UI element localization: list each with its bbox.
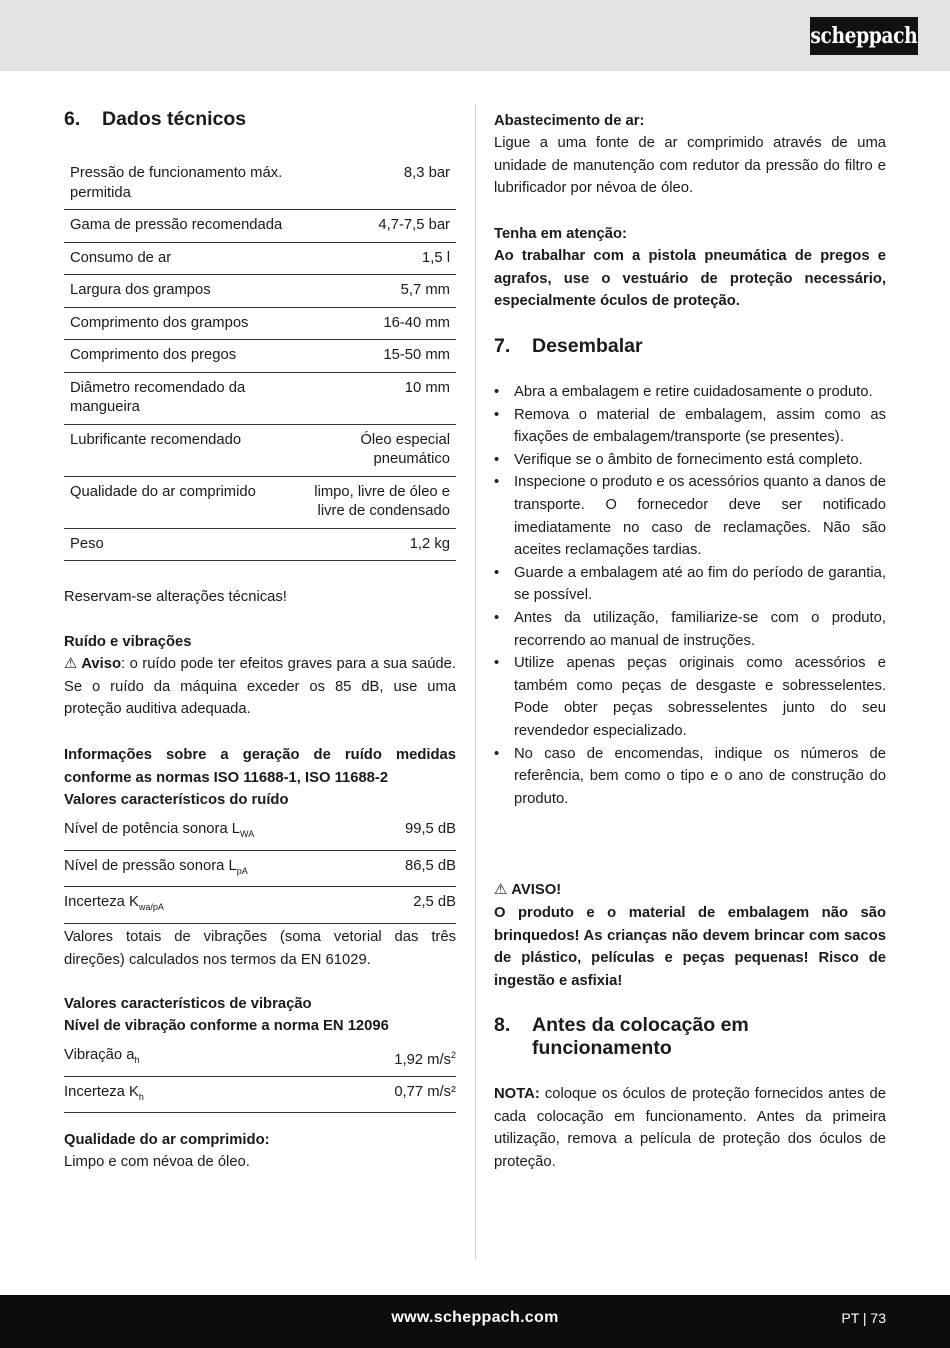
noise-values-heading: Valores característicos do ruído (64, 792, 289, 808)
warning-icon: ⚠ (494, 882, 508, 898)
reserved-note: Reservam-se alterações técnicas! (64, 589, 287, 605)
website-link[interactable]: www.scheppach.com (391, 1309, 559, 1326)
row-label: Incerteza $K_h$ (64, 1076, 285, 1113)
row-value: 8,3 bar (300, 158, 456, 210)
table-row (64, 340, 456, 373)
table-row (64, 1076, 456, 1113)
list-item: • Guarde a embalagem até ao fim do período de garantia, se possível. (494, 562, 886, 607)
tech-data-table (64, 158, 456, 561)
attention-text: Ao trabalhar com a pistola pneumática de pregos e agrafos, use o vestuário de proteção necessário, especialmente óculos de proteção. (494, 248, 886, 310)
row-value: 2,5 dB (373, 887, 456, 924)
row-value: 5,7 mm (300, 275, 456, 308)
table-row (64, 528, 456, 561)
table-row (64, 424, 456, 476)
list-item: • Antes da utilização, familiarize-se com o produto, recorrendo ao manual de instruções. (494, 607, 886, 652)
brand-logo: scheppach (810, 17, 918, 55)
list-item: • Abra a embalagem e retire cuidadosamente o produto. (494, 381, 886, 404)
table-row (64, 850, 456, 887)
row-label: Largura dos grampos (64, 275, 300, 308)
air-supply-text: Ligue a uma fonte de ar comprimido através de uma unidade de manutenção com redutor da pressão do filtro e lubrificador por névoa de óleo. (494, 135, 886, 197)
list-item: • Remova o material de embalagem, assim como as fixações de embalagem/transporte (se presentes). (494, 404, 886, 449)
row-value: 16-40 mm (300, 307, 456, 340)
vibration-heading-1: Valores característicos de vibração (64, 996, 312, 1012)
page-number: PT | 73 (841, 1310, 886, 1326)
row-value: 10 mm (300, 372, 456, 424)
list-item: • Verifique se o âmbito de fornecimento está completo. (494, 449, 886, 472)
row-label: Vibração $a_h$ (64, 1040, 285, 1076)
row-label: Diâmetro recomendado da mangueira (64, 372, 300, 424)
noise-heading: Ruído e vibrações (64, 634, 192, 650)
row-value: 99,5 dB (373, 814, 456, 850)
list-item: • Utilize apenas peças originais como acessórios e também como peças de desgaste e sobresselentes. Pode obter peças sobresselentes junto do seu revendedor especializado. (494, 652, 886, 742)
warning-heading: ⚠ AVISO! (494, 879, 886, 902)
table-row (64, 210, 456, 243)
table-row (64, 307, 456, 340)
table-row (64, 1040, 456, 1076)
noise-warning: ⚠ Aviso: o ruído pode ter efeitos graves para a sua saúde. Se o ruído da máquina exceder os 85 dB, use uma proteção auditiva adequada. (64, 653, 456, 721)
list-item: • No caso de encomendas, indique os números de referência, bem como o tipo e o ano de construção do produto. (494, 743, 886, 811)
table-row (64, 275, 456, 308)
row-label: Incerteza $K_{wa/pA}$ (64, 887, 373, 924)
list-item: • Inspecione o produto e os acessórios quanto a danos de transporte. O fornecedor deve ser notificado imediatamente no caso de reclamações. Não são aceites reclamações tardias. (494, 471, 886, 561)
row-label: Consumo de ar (64, 242, 300, 275)
column-divider (475, 104, 476, 1259)
air-quality-heading: Qualidade do ar comprimido: (64, 1132, 270, 1148)
section-6-heading: 6. Dados técnicos (64, 108, 247, 130)
unpack-list (494, 381, 886, 810)
noise-table (64, 814, 456, 924)
note-text: NOTA: coloque os óculos de proteção fornecidos antes de cada colocação em funcionamento. Antes da primeira utilização, remova a película de proteção dos óculos de proteção. (494, 1086, 886, 1170)
row-value: Óleo especial pneumático (300, 424, 456, 476)
table-row (64, 476, 456, 528)
row-value: 1,5 l (300, 242, 456, 275)
row-value: 86,5 dB (373, 850, 456, 887)
vibration-text: Valores totais de vibrações (soma vetorial das três direções) calculados nos termos da EN 61029. (64, 929, 456, 968)
row-value: limpo, livre de óleo e livre de condensado (300, 476, 456, 528)
table-row (64, 887, 456, 924)
row-label: Comprimento dos grampos (64, 307, 300, 340)
vibration-table (64, 1040, 456, 1113)
section-7-heading: 7. Desembalar (494, 335, 643, 357)
row-value: 15-50 mm (300, 340, 456, 373)
row-value: 1,2 kg (300, 528, 456, 561)
row-label: Pressão de funcionamento máx. permitida (64, 158, 300, 210)
warning-text: O produto e o material de embalagem não são brinquedos! As crianças não devem brincar com sacos de plástico, películas e peças pequenas! Risco de ingestão e asfixia! (494, 905, 886, 989)
row-value: 0,77 m/s² (285, 1076, 456, 1113)
table-row (64, 242, 456, 275)
row-label: Nível de potência sonora $L_{WA}$ (64, 814, 373, 850)
header-bar (0, 0, 950, 71)
row-label: Comprimento dos pregos (64, 340, 300, 373)
row-label: Nível de pressão sonora $L_{pA}$ (64, 850, 373, 887)
air-quality-text: Limpo e com névoa de óleo. (64, 1154, 250, 1170)
row-label: Lubrificante recomendado (64, 424, 300, 476)
table-row (64, 814, 456, 850)
attention-heading: Tenha em atenção: (494, 226, 627, 242)
vibration-heading-2: Nível de vibração conforme a norma EN 12096 (64, 1018, 389, 1034)
row-value: 1,92 $m/s^2$ (285, 1040, 456, 1076)
row-label: Qualidade do ar comprimido (64, 476, 300, 528)
section-8-heading: 8. Antes da colocação em funcionamento (494, 1014, 749, 1059)
warning-icon: ⚠ (64, 656, 78, 672)
noise-info-heading: Informações sobre a geração de ruído medidas conforme as normas ISO 11688-1, ISO 11688-2 (64, 747, 456, 786)
table-row (64, 158, 456, 210)
row-label: Peso (64, 528, 300, 561)
table-row (64, 372, 456, 424)
row-label: Gama de pressão recomendada (64, 210, 300, 243)
air-supply-heading: Abastecimento de ar: (494, 113, 645, 129)
row-value: 4,7-7,5 bar (300, 210, 456, 243)
footer-bar (0, 1295, 950, 1348)
